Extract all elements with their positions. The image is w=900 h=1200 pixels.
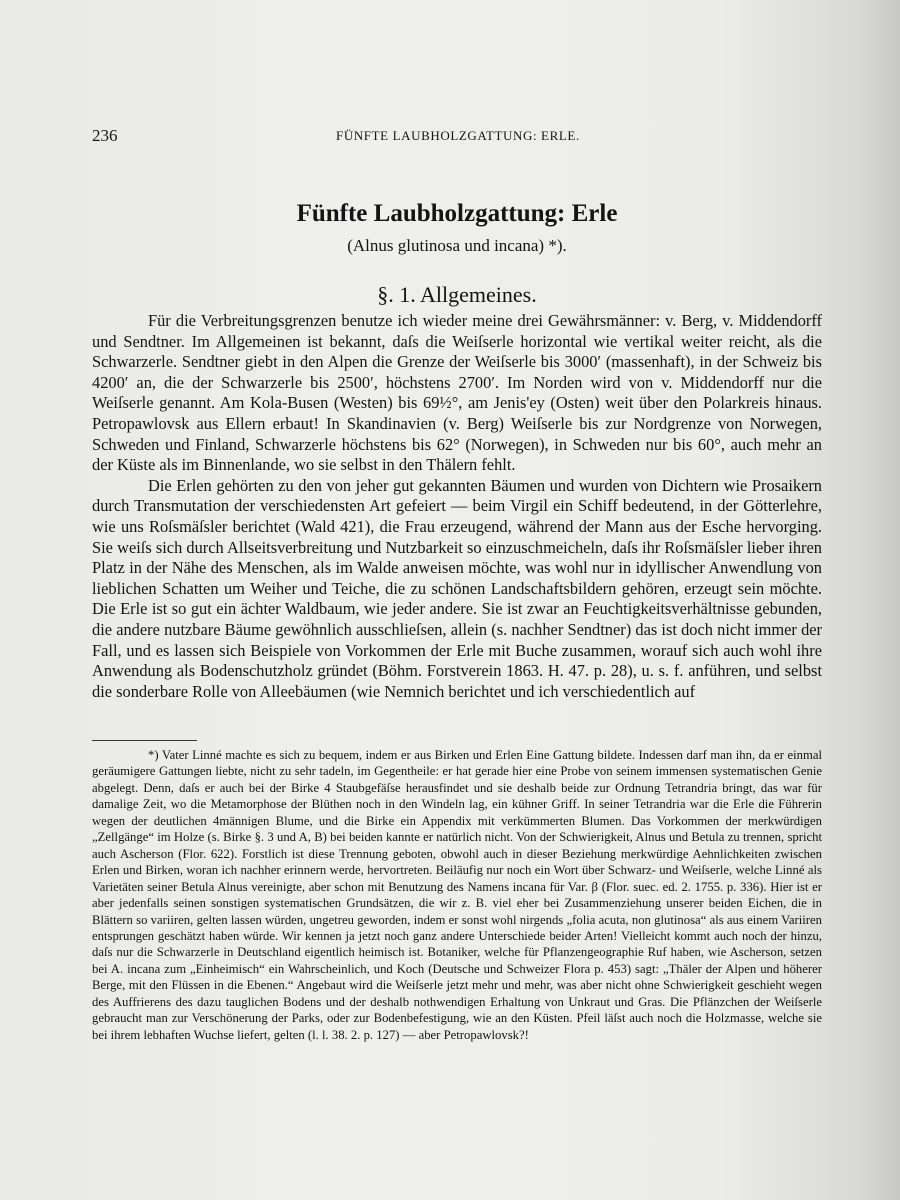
running-header <box>92 126 822 148</box>
footnote-divider <box>92 740 197 741</box>
page-number: 236 <box>92 126 118 145</box>
section-heading: §. 1. Allgemeines. <box>377 282 537 307</box>
running-title: FÜNFTE LAUBHOLZGATTUNG: ERLE. <box>336 128 580 143</box>
body-text <box>92 311 822 702</box>
chapter-subtitle: (Alnus glutinosa und incana) *). <box>347 236 567 255</box>
footnote-text: *) Vater Linné machte es sich zu bequem, indem er aus Birken und Erlen Eine Gattung bildete. Indessen darf man ihn, da er einmal geräumigere Gattungen liebte, nicht zu sehr tadeln, im Gegentheile: er hat gerade hier eine Probe von seinem immensen systematischen Genie abgelegt. Denn, daſs er auch bei der Birke 4 Staubgefäſse herausfindet und sie deshalb beide zur Ordnung Tetrandria bringt, das war für damalige Zeit, wo die Metamorphose der Blüthen noch in den Windeln lag, ein kühner Griff. In seiner Tetrandria war die Erle die Führerin wegen der deutlichen 4männigen Blume, und die Birke ein Appendix mit verkümmerten Blumen. Das Vorkommen der merkwürdigen „Zellgänge“ im Holze (s. Birke §. 3 und A, B) bei beiden kannte er natürlich nicht. Von der Schwierigkeit, Alnus und Betula zu trennen, spricht auch Ascherson (Flor. 622). Forstlich ist diese Trennung geboten, obwohl auch in dieser Beziehung merkwürdige Aehnlichkeiten zwischen Erlen und Birken, woran ich nachher erinnern werde, hervortreten. Beiläufig nur noch ein Wort über Schwarz- und Weiſserle, welche Linné als Varietäten seiner Betula Alnus vereinigte, aber schon mit Benutzung des Namens incana für Var. β (Flor. suec. ed. 2. 1755. p. 336). Hier ist er aber jedenfalls seinen sonstigen systematischen Grundsätzen, die wir z. B. viel eher bei Zusammenziehung unserer beiden Eichen, die in Blättern so variiren, gelten lassen würden, ungetreu geworden, indem er sonst wohl nirgends „folia acuta, non glutinosa“ als aus einem Variiren entsprungen geschätzt haben würde. Wir kennen ja jetzt noch ganz andere Unterschiede beider Arten! Vielleicht kommt auch noch der hinzu, daſs nur die Schwarzerle in Deutschland eigentlich heimisch ist. Botaniker, welche für Pflanzengeographie Ruf haben, wie Ascherson, setzen bei A. incana zum „Einheimisch“ ein Wahrscheinlich, und Koch (Deutsche und Schweizer Flora p. 453) sagt: „Thäler der Alpen und höherer Berge, mit den Flüssen in die Ebenen.“ Angebaut wird die Weiſserle jetzt mehr und mehr, was aber nicht ohne Schwierigkeit geschieht wegen des Auffrierens des dazu tauglichen Bodens und der deshalb nothwendigen Erhaltung von Unkraut und Gras. Die Pflänzchen der Weiſserle gebraucht man zur Verschönerung der Parks, oder zur Bodenbefestigung, wie an den Küsten. Pfeil läſst auch noch die Holzmasse, welche sie bei ihrem lebhaften Wuchse liefert, gelten (l. l. 38. 2. p. 127) — aber Petropawlovsk?! <box>92 748 822 1042</box>
chapter-title: Fünfte Laubholzgattung: Erle <box>296 200 618 227</box>
body-paragraph-1: Für die Verbreitungsgrenzen benutze ich wieder meine drei Gewährsmänner: v. Berg, v. Middendorff und Sendtner. Im Allgemeinen ist bekannt, daſs die Weiſserle horizontal wie vertikal weiter reicht, als die Schwarzerle. Sendtner giebt in den Alpen die Grenze der Weiſserle bis 3000′ (massenhaft), in der Schweiz bis 4200′ an, die der Schwarzerle bis 2500′, höchstens 2700′. Im Norden wird von v. Middendorff nur die Weiſserle genannt. Am Kola-Busen (Westen) bis 69½°, am Jenis'ey (Osten) weit über den Polarkreis hinaus. Petropawlovsk aus Ellern erbaut! In Skandinavien (v. Berg) Weiſserle bis zur Nordgrenze von Norwegen, Schweden und Finland, Schwarzerle höchstens bis 62° (Norwegen), in Schweden nur bis 60°, auch mehr an der Küste als im Binnenlande, wo sie selbst in den Thälern fehlt. <box>92 311 822 475</box>
footnote <box>92 747 822 1043</box>
body-paragraph-2: Die Erlen gehörten zu den von jeher gut gekannten Bäumen und wurden von Dichtern wie Prosaikern durch Transmutation der verschiedensten Art gefeiert — beim Virgil ein Schiff bedeutend, in der Götterlehre, wie uns Roſsmäſsler berichtet (Wald 421), die Frau erzeugend, während der Mann aus der Esche hervorging. Sie weiſs sich durch Allseitsverbreitung und Nutzbarkeit so einzuschmeicheln, daſs ihr Roſsmäſsler lieber ihren Platz in der Nähe des Menschen, als im Walde anweisen möchte, was wohl nur in idyllischer Anwendlung von lieblichen Schatten um Weiher und Teiche, die zu schönen Landschaftsbildern gehören, erzeugt sein möchte. Die Erle ist so gut ein ächter Waldbaum, wie jeder andere. Sie ist zwar an Feuchtigkeitsverhältnisse gebunden, die andere nutzbare Bäume gewöhnlich ausschlieſsen, allein (s. nachher Sendtner) das ist doch nicht immer der Fall, und es lassen sich Beispiele von Vorkommen der Erle mit Buche zusammen, worauf sich auch wohl ihre Anwendung als Bodenschutzholz gründet (Böhm. Forstverein 1863. H. 47. p. 28), u. s. f. anführen, und selbst die sonderbare Rolle von Alleebäumen (wie Nemnich berichtet und ich verschiedentlich auf <box>92 475 822 701</box>
